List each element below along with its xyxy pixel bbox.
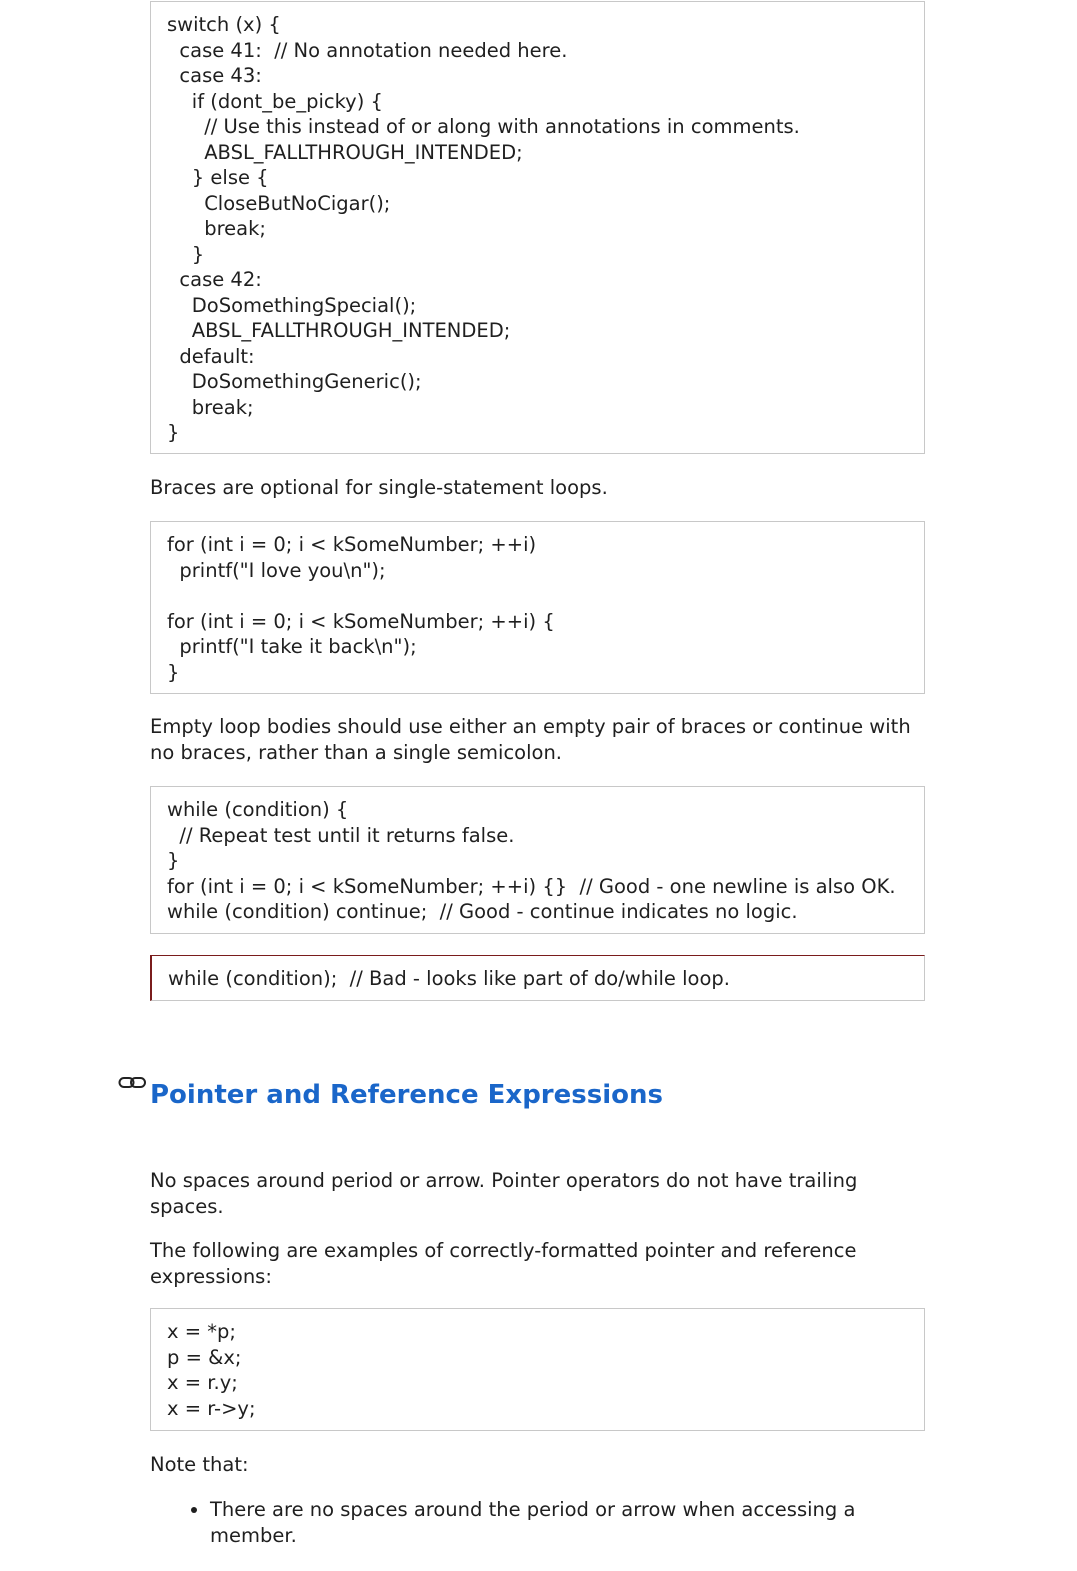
note-list [150, 1497, 925, 1549]
code-block-for-loops: for (int i = 0; i < kSomeNumber; ++i) printf("I love you\n"); for (int i = 0; i < kSomeNumber; ++i) { printf("I take it back\n"); } [150, 521, 925, 694]
code-block-switch: switch (x) { case 41: // No annotation needed here. case 43: if (dont_be_picky) { // Use this instead of or along with annotations in comments. ABSL_FALLTHROUGH_INTENDED; } else { CloseButNoCigar(); break; } case 42: DoSomethingSpecial(); ABSL_FALLTHROUGH_INTENDED; default: DoSomethingGeneric(); break; } [150, 1, 925, 454]
link-icon[interactable] [118, 1075, 148, 1091]
section-heading-row [150, 1079, 925, 1111]
paragraph-note: Note that: [150, 1453, 249, 1476]
paragraph-empty-loop: Empty loop bodies should use either an empty pair of braces or continue with no braces, rather than a single semicolon. [150, 715, 911, 764]
code-block-empty-bad: while (condition); // Bad - looks like part of do/while loop. [150, 955, 925, 1001]
code-block-pointers: x = *p; p = &x; x = r.y; x = r->y; [150, 1308, 925, 1431]
paragraph-no-spaces: No spaces around period or arrow. Pointer operators do not have trailing spaces. [150, 1169, 858, 1218]
list-item: • There are no spaces around the period or arrow when accessing a member. [210, 1497, 925, 1549]
section-heading: Pointer and Reference Expressions [150, 1080, 663, 1110]
paragraph-braces-optional: Braces are optional for single-statement loops. [150, 476, 608, 499]
document-content [150, 0, 925, 1549]
code-block-empty-good: while (condition) { // Repeat test until it returns false. } for (int i = 0; i < kSomeNumber; ++i) {} // Good - one newline is also OK. while (condition) continue; // Good - continue indicates no logic. [150, 786, 925, 934]
paragraph-examples: The following are examples of correctly-formatted pointer and reference expressions: [150, 1239, 857, 1288]
